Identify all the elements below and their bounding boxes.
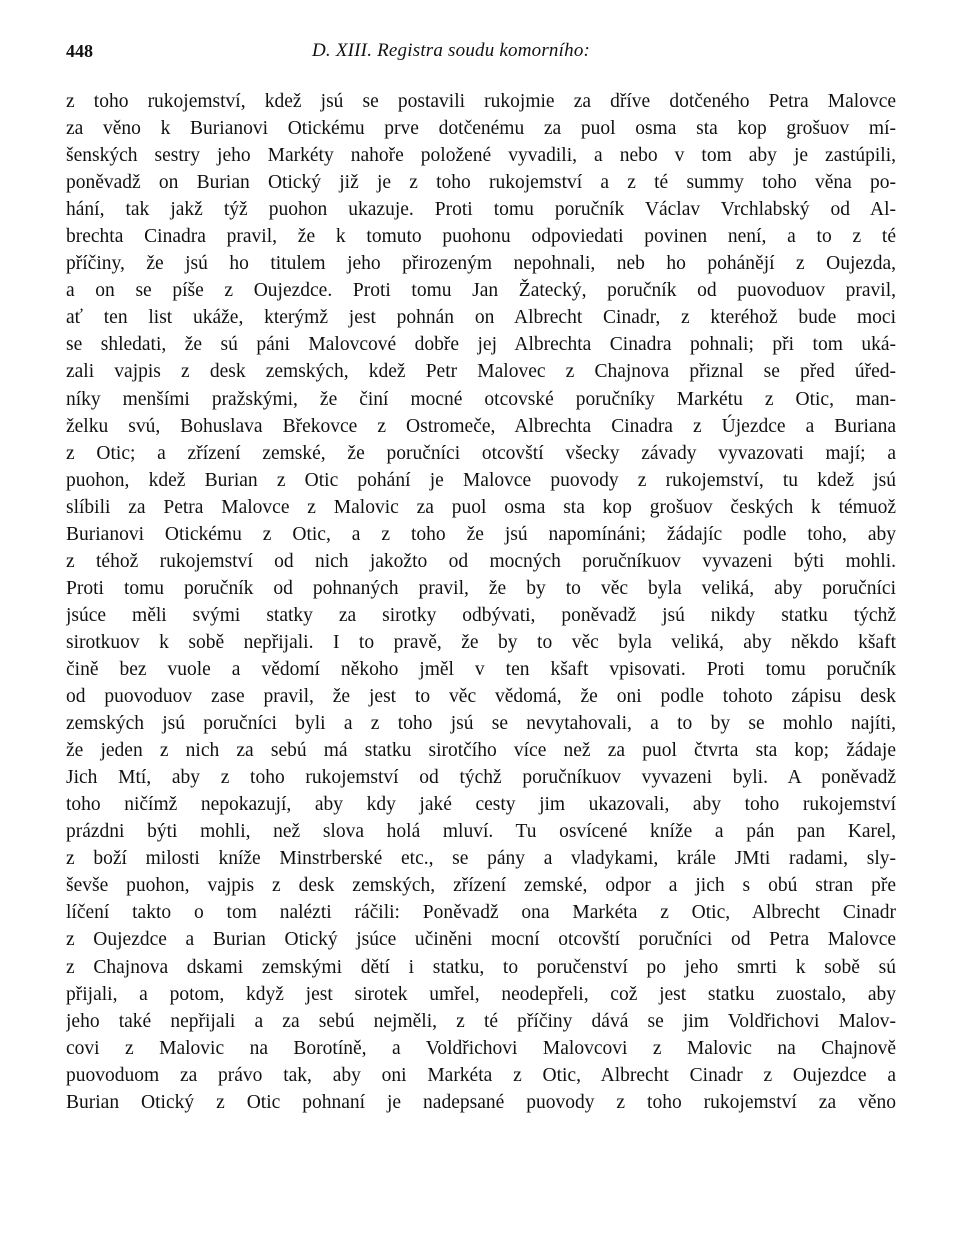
body-text <box>66 88 896 1116</box>
text-line: čině bez vuole a vědomí někoho jměl v ten kšaft vpisovati. Proti tomu poručník <box>66 658 896 680</box>
text-line: brechta Cinadra pravil, že k tomuto puohonu odpoviedati povinen není, a to z té <box>66 226 896 248</box>
text-line: z téhož rukojemství od nich jakožto od mocných poručníkuov vyvazeni býti mohli. <box>66 550 896 572</box>
text-line: z toho rukojemství, kdež jsú se postavili rukojmie za dříve dotčeného Petra Malovce <box>66 91 896 112</box>
text-line: želku svú, Bohuslava Břekovce z Ostromeče, Albrechta Cinadra z Újezdce a Buriana <box>66 415 896 437</box>
text-line: sirotkuov k sobě nepřijali. I to pravě, že by to věc byla veliká, aby někdo kšaft <box>66 631 896 653</box>
text-line: Proti tomu poručník od pohnaných pravil, že by to věc byla veliká, aby poručníci <box>66 577 896 599</box>
text-line: z Oujezdce a Burian Otický jsúce učiněni mocní otcovští poručníci od Petra Malovce <box>66 929 896 951</box>
text-line: za věno k Burianovi Otickému prve dotčenému za puol osma sta kop grošuov mí- <box>66 118 896 140</box>
text-line: covi z Malovic na Borotíně, a Voldřichovi Malovcovi z Malovic na Chajnově <box>66 1037 896 1059</box>
running-head <box>66 36 896 66</box>
text-line: níky menšími pražskými, že činí mocné otcovské poručníky Markétu z Otic, man- <box>66 388 896 410</box>
text-line: Burianovi Otickému z Otic, a z toho že jsú napomínáni; žádajíc podle toho, aby <box>66 523 896 545</box>
text-line: slíbili za Petra Malovce z Malovic za puol osma sta kop grošuov českých k témuož <box>66 496 896 518</box>
text-line: zemských jsú poručníci byli a z toho jsú se nevytahovali, a to by se mohlo najíti, <box>66 713 896 735</box>
text-line: a on se píše z Oujezdce. Proti tomu Jan Žatecký, poručník od puovoduov pravil, <box>66 280 896 302</box>
text-line: příčiny, že jsú ho titulem jeho přirozeným nepohnali, neb ho pohánějí z Oujezda, <box>66 253 896 275</box>
text-line: přijali, a potom, když jest sirotek umřel, neodepřeli, což jest statku zuostalo, aby <box>66 983 896 1005</box>
text-line: zali vajpis z desk zemských, kdež Petr Malovec z Chajnova přiznal se před úřed- <box>66 361 896 383</box>
text-line: se shledati, že sú páni Malovcové dobře jej Albrechta Cinadra pohnali; při tom uká- <box>66 334 896 356</box>
text-line: Jich Mtí, aby z toho rukojemství od týchž poručníkuov vyvazeni byli. A poněvadž <box>66 767 896 789</box>
text-line: puovoduom za právo tak, aby oni Markéta z Otic, Albrecht Cinadr z Oujezdce a <box>66 1064 896 1086</box>
text-line: ať ten list ukáže, kterýmž jest pohnán on Albrecht Cinadr, z kteréhož bude moci <box>66 307 896 329</box>
text-line: puohon, kdež Burian z Otic pohání je Malovce puovody z rukojemství, tu kdež jsú <box>66 469 896 491</box>
text-line: jsúce měli svými statky za sirotky odbývati, poněvadž jsú nikdy statku týchž <box>66 604 896 626</box>
text-line: od puovoduov zase pravil, že jest to věc vědomá, že oni podle tohoto zápisu desk <box>66 686 896 708</box>
text-line: že jeden z nich za sebú má statku sirotčího více než za puol čtvrta sta kop; žádaje <box>66 740 896 762</box>
text-line: šenských sestry jeho Markéty nahoře položené vyvadili, a nebo v tom aby je zastúpili, <box>66 145 896 167</box>
text-line: Burian Otický z Otic pohnaní je nadepsané puovody z toho rukojemství za věno <box>66 1091 896 1113</box>
document-page <box>66 36 896 1116</box>
text-line: z Otic; a zřízení zemské, že poručníci otcovští všecky závady vyvazovati mají; a <box>66 442 896 464</box>
text-line: z Chajnova dskami zemskými dětí i statku, to poručenství po jeho smrti k sobě sú <box>66 956 896 978</box>
text-line: líčení takto o tom nalézti ráčili: Poněvadž ona Markéta z Otic, Albrecht Cinadr <box>66 902 896 924</box>
text-line: z boží milosti kníže Minstrberské etc., se pány a vladykami, krále JMti radami, sly- <box>66 848 896 870</box>
text-line: jeho také nepřijali a za sebú nejměli, z té příčiny dává se jim Voldřichovi Malov- <box>66 1010 896 1032</box>
running-title: D. XIII. Registra soudu komorního: <box>312 40 591 61</box>
text-line: ševše puohon, vajpis z desk zemských, zřízení zemské, odpor a jich s obú stran pře <box>66 875 896 897</box>
text-line: hání, tak jakž týž puohon ukazuje. Proti tomu poručník Václav Vrchlabský od Al- <box>66 199 896 221</box>
text-line: poněvadž on Burian Otický již je z toho rukojemství a z té summy toho věna po- <box>66 172 896 194</box>
text-line: prázdni býti mohli, než slova holá mluví. Tu osvícené kníže a pán pan Karel, <box>66 821 896 843</box>
page-number: 448 <box>66 41 93 61</box>
text-line: toho ničímž nepokazují, aby kdy jaké cesty jim ukazovali, aby toho rukojemství <box>66 794 896 816</box>
